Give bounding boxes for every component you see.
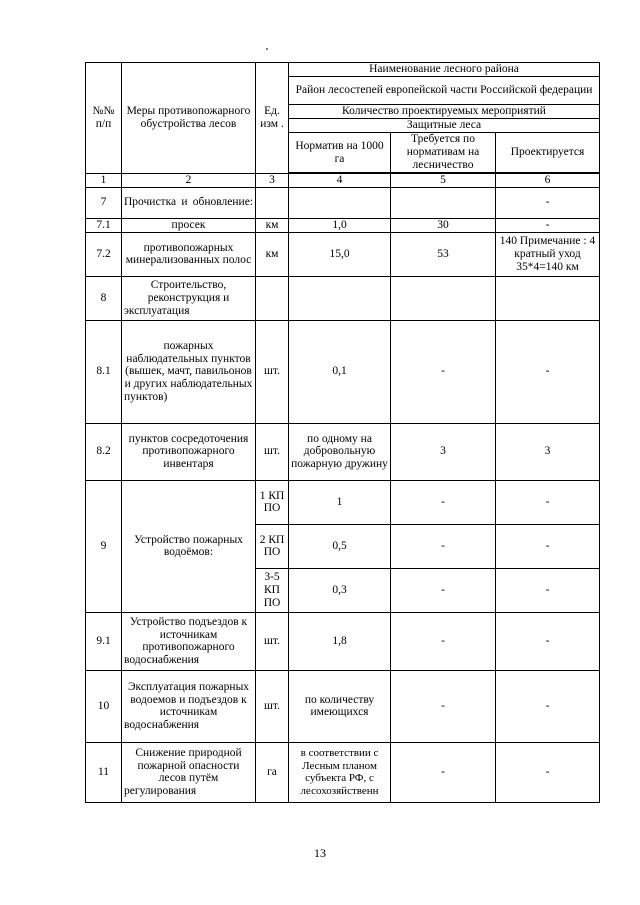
table-row xyxy=(86,218,600,232)
colnum-6: 6 xyxy=(496,174,600,188)
row-norm: 0,5 xyxy=(289,524,391,568)
row-unit: шт. xyxy=(256,320,289,423)
row-norm: по одному на добровольную пожарную дружину xyxy=(289,423,391,480)
row-unit: шт. xyxy=(256,670,289,742)
row-unit: га xyxy=(256,742,289,802)
row-num: 8.2 xyxy=(86,423,122,480)
row-unit xyxy=(256,187,289,218)
row-measure: Устройство пожарных водоёмов: xyxy=(122,480,256,612)
row-norm: 15,0 xyxy=(289,232,391,276)
row-measure: просек xyxy=(122,218,256,232)
row-required: - xyxy=(391,320,496,423)
row-required: 3 xyxy=(391,423,496,480)
colnum-1: 1 xyxy=(86,174,122,188)
row-num: 7.1 xyxy=(86,218,122,232)
row-unit: км xyxy=(256,232,289,276)
row-unit: шт. xyxy=(256,423,289,480)
row-measure: Эксплуатация пожарных водоемов и подъездов к источникам водоснабжения xyxy=(122,670,256,742)
fire-measures-table xyxy=(85,62,600,803)
header-col5: Требуется по нормативам на лесничество xyxy=(391,133,496,173)
header-unit: Ед. изм . xyxy=(256,63,289,174)
colnum-2: 2 xyxy=(122,174,256,188)
header-col4: Норматив на 1000 га xyxy=(289,133,391,173)
header-count-title: Количество проектируемых мероприятий xyxy=(289,105,600,119)
row-norm: в соответствии с Лесным планом субъекта РФ, с лесохозяйственн xyxy=(289,742,391,802)
row-norm xyxy=(289,276,391,320)
table-row xyxy=(86,423,600,480)
header-forest-type: Защитные леса xyxy=(289,119,600,133)
table-row xyxy=(86,187,600,218)
row-norm: 0,3 xyxy=(289,568,391,612)
row-required: - xyxy=(391,524,496,568)
colnum-4: 4 xyxy=(289,174,391,188)
row-projected: - xyxy=(496,480,600,524)
table-row xyxy=(86,480,600,524)
row-projected: - xyxy=(496,187,600,218)
row-required: - xyxy=(391,742,496,802)
row-projected: - xyxy=(496,670,600,742)
table-row xyxy=(86,742,600,802)
row-measure: пунктов сосредоточения противопожарного инвентаря xyxy=(122,423,256,480)
table-row xyxy=(86,612,600,670)
row-norm: 0,1 xyxy=(289,320,391,423)
row-projected: - xyxy=(496,218,600,232)
table-row xyxy=(86,276,600,320)
row-projected: - xyxy=(496,524,600,568)
row-norm: по количеству имеющихся xyxy=(289,670,391,742)
row-measure: противопожарных минерализованных полос xyxy=(122,232,256,276)
table-row xyxy=(86,670,600,742)
row-unit: км xyxy=(256,218,289,232)
row-required: 53 xyxy=(391,232,496,276)
row-required: - xyxy=(391,670,496,742)
header-row-1 xyxy=(86,63,600,77)
scan-speck xyxy=(266,48,268,50)
row-measure: Устройство подъездов к источникам противопожарного водоснабжения xyxy=(122,612,256,670)
colnum-5: 5 xyxy=(391,174,496,188)
row-measure: пожарных наблюдательных пунктов (вышек, мачт, павильонов и других наблюдательных пунктов) xyxy=(122,320,256,423)
row-projected: 3 xyxy=(496,423,600,480)
row-projected: - xyxy=(496,568,600,612)
column-numbers-row xyxy=(86,174,600,188)
colnum-3: 3 xyxy=(256,174,289,188)
row-required: - xyxy=(391,568,496,612)
row-norm: 1 xyxy=(289,480,391,524)
row-required: - xyxy=(391,612,496,670)
header-region: Район лесостепей европейской части Российской федерации xyxy=(289,77,600,105)
row-unit: 2 КП ПО xyxy=(256,524,289,568)
row-measure: Прочистка и обновление: xyxy=(122,187,256,218)
page-number: 13 xyxy=(314,846,326,860)
row-num: 8.1 xyxy=(86,320,122,423)
row-num: 7.2 xyxy=(86,232,122,276)
row-norm xyxy=(289,187,391,218)
row-projected: 140 Примечание : 4 кратный уход 35*4=140 км xyxy=(496,232,600,276)
row-measure: Снижение природной пожарной опасности лесов путём регулирования xyxy=(122,742,256,802)
header-col6: Проектируется xyxy=(496,133,600,173)
row-unit: шт. xyxy=(256,612,289,670)
row-required: - xyxy=(391,480,496,524)
row-unit: 3-5 КП ПО xyxy=(256,568,289,612)
row-norm: 1,8 xyxy=(289,612,391,670)
row-projected: - xyxy=(496,320,600,423)
row-required xyxy=(391,276,496,320)
row-num: 11 xyxy=(86,742,122,802)
row-num: 9.1 xyxy=(86,612,122,670)
row-unit xyxy=(256,276,289,320)
table-row xyxy=(86,320,600,423)
row-projected: - xyxy=(496,742,600,802)
row-required xyxy=(391,187,496,218)
header-region-title: Наименование лесного района xyxy=(289,63,600,77)
row-num: 7 xyxy=(86,187,122,218)
row-required: 30 xyxy=(391,218,496,232)
row-unit: 1 КП ПО xyxy=(256,480,289,524)
row-num: 9 xyxy=(86,480,122,612)
row-projected: - xyxy=(496,612,600,670)
header-measures: Меры противопожарного обустройства лесов xyxy=(122,63,256,174)
row-num: 8 xyxy=(86,276,122,320)
row-projected xyxy=(496,276,600,320)
header-num: №№ п/п xyxy=(86,63,122,174)
row-norm: 1,0 xyxy=(289,218,391,232)
row-num: 10 xyxy=(86,670,122,742)
row-measure: Строительство, реконструкция и эксплуатация xyxy=(122,276,256,320)
table-row xyxy=(86,232,600,276)
